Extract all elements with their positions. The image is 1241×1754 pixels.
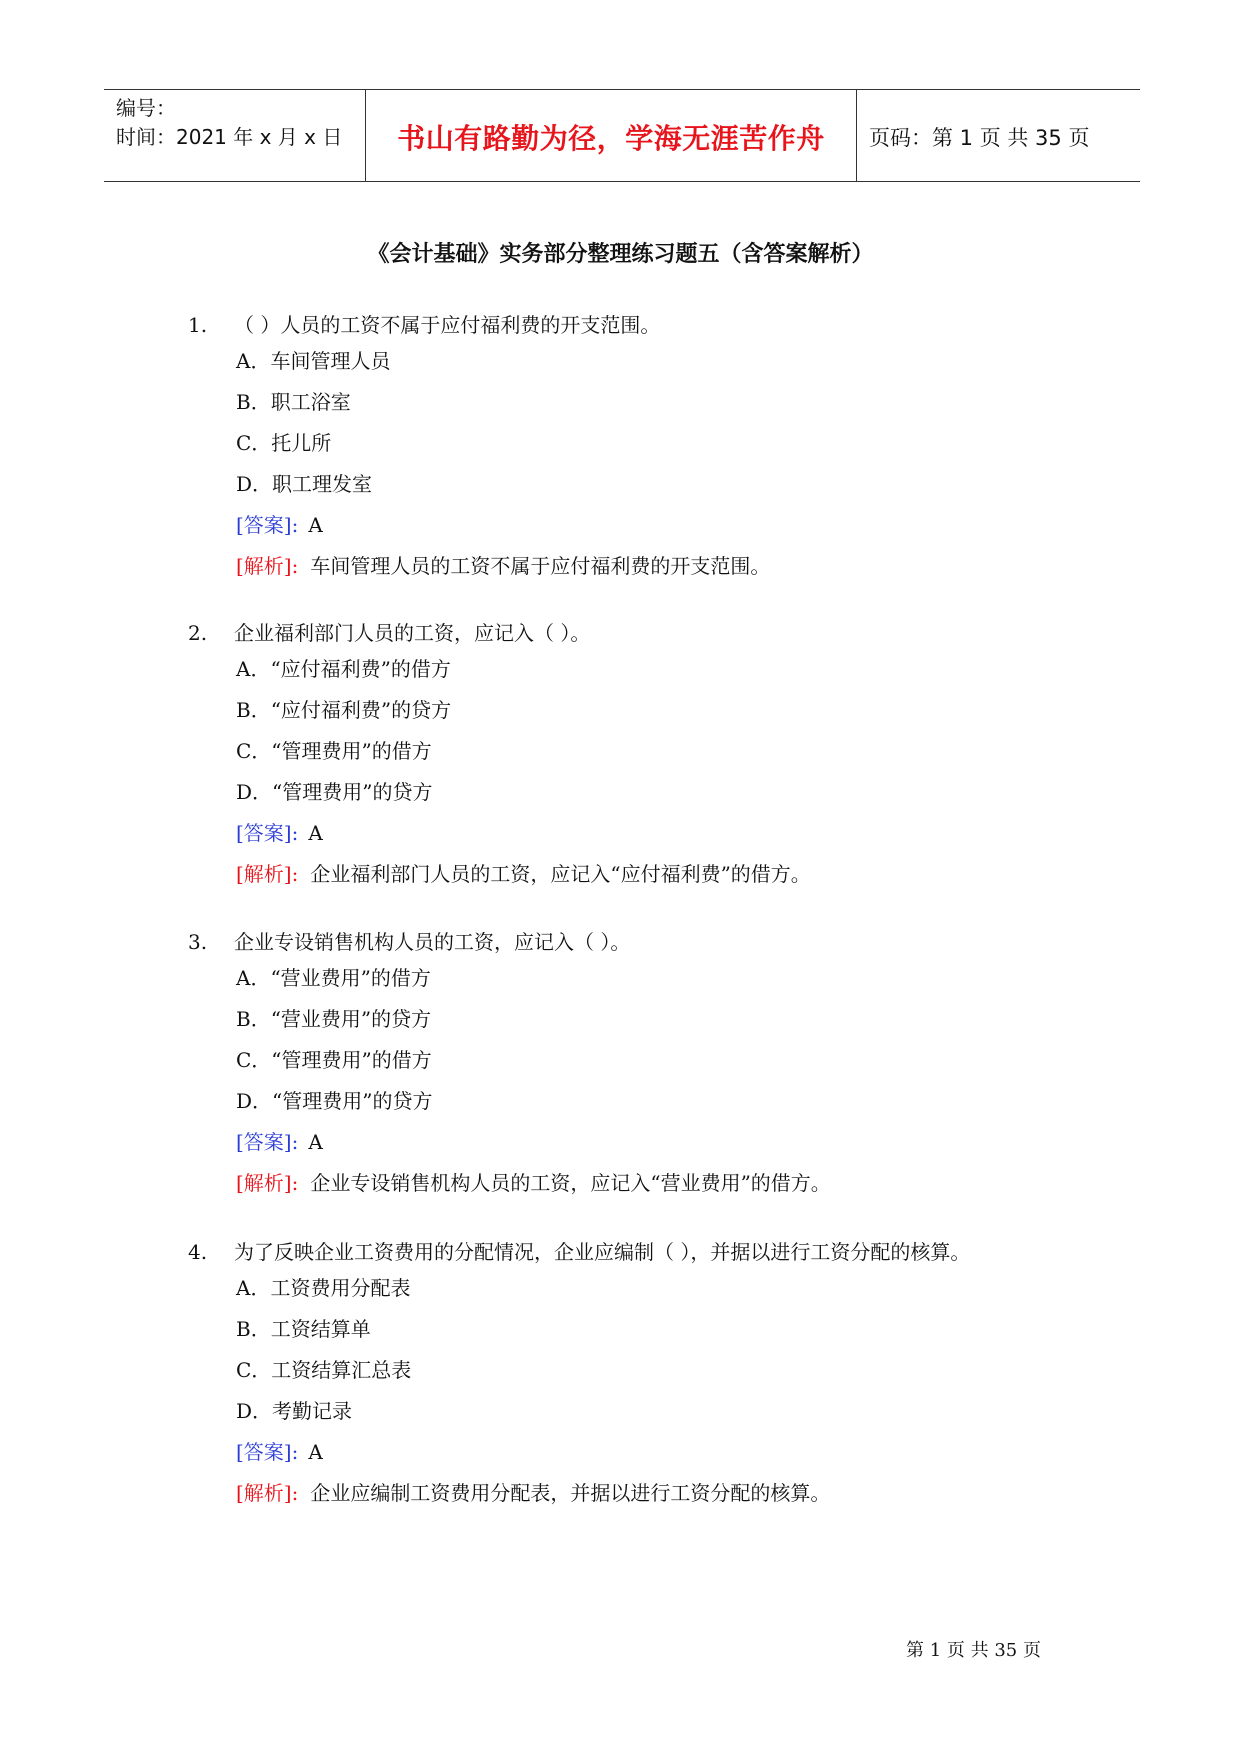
option-d: D．职工理发室 xyxy=(236,472,373,496)
explanation-label: [解析]: xyxy=(236,1171,299,1195)
answer-line xyxy=(236,1122,1068,1163)
header-motto-cell xyxy=(366,90,857,181)
explanation-text: 企业应编制工资费用分配表，并据以进行工资分配的核算。 xyxy=(310,1481,831,1505)
explanation-line xyxy=(236,546,1068,587)
answer-line xyxy=(236,1432,1068,1473)
document-title: 《会计基础》实务部分整理练习题五（含答案解析） xyxy=(367,242,874,267)
answer-label: [答案]: xyxy=(236,1130,299,1154)
option-a: A．车间管理人员 xyxy=(236,349,391,373)
question-number: 4. xyxy=(188,1240,208,1264)
answer-label: [答案]: xyxy=(236,1440,299,1464)
option-b: B．工资结算单 xyxy=(236,1317,371,1341)
question-text: 为了反映企业工资费用的分配情况，企业应编制（ ），并据以进行工资分配的核算。 xyxy=(234,1240,971,1264)
option-b: B．职工浴室 xyxy=(236,390,351,414)
motto-text: 书山有路勤为径，学海无涯苦作舟 xyxy=(397,121,825,155)
explanation-line xyxy=(236,1163,1068,1204)
date-label: 时间：2021 年 x 月 x 日 xyxy=(116,125,343,149)
answer-value: A xyxy=(308,513,323,537)
option-a: A．“营业费用”的借方 xyxy=(236,966,431,990)
header-meta-cell xyxy=(104,90,366,181)
question-2 xyxy=(188,617,1068,895)
option-c: C．工资结算汇总表 xyxy=(236,1358,412,1382)
answer-label: [答案]: xyxy=(236,513,299,537)
answer-value: A xyxy=(308,1130,323,1154)
question-text: 企业专设销售机构人员的工资，应记入（ ）。 xyxy=(234,930,631,954)
explanation-line xyxy=(236,1473,1068,1514)
question-3 xyxy=(188,926,1068,1204)
option-b: B．“营业费用”的贷方 xyxy=(236,1007,432,1031)
option-a: A．“应付福利费”的借方 xyxy=(236,657,451,681)
question-text: 企业福利部门人员的工资，应记入（ ）。 xyxy=(234,621,591,645)
header-page-cell xyxy=(857,90,1140,181)
question-number: 1. xyxy=(188,313,208,337)
explanation-label: [解析]: xyxy=(236,862,299,886)
header-page-info: 页码：第 1 页 共 35 页 xyxy=(869,125,1090,150)
question-number: 3. xyxy=(188,930,208,954)
option-d: D．“管理费用”的贷方 xyxy=(236,780,433,804)
answer-value: A xyxy=(308,1440,323,1464)
explanation-text: 企业专设销售机构人员的工资，应记入“营业费用”的借方。 xyxy=(310,1171,831,1195)
question-4 xyxy=(188,1236,1068,1514)
option-d: D．“管理费用”的贷方 xyxy=(236,1089,433,1113)
option-d: D．考勤记录 xyxy=(236,1399,353,1423)
explanation-line xyxy=(236,854,1068,895)
answer-line xyxy=(236,505,1068,546)
explanation-label: [解析]: xyxy=(236,554,299,578)
explanation-text: 企业福利部门人员的工资，应记入“应付福利费”的借方。 xyxy=(310,862,811,886)
option-a: A．工资费用分配表 xyxy=(236,1276,411,1300)
question-text: （ ）人员的工资不属于应付福利费的开支范围。 xyxy=(234,313,661,337)
explanation-label: [解析]: xyxy=(236,1481,299,1505)
explanation-text: 车间管理人员的工资不属于应付福利费的开支范围。 xyxy=(310,554,771,578)
question-stem xyxy=(188,926,1068,958)
option-c: C．“管理费用”的借方 xyxy=(236,1048,432,1072)
document-header xyxy=(104,89,1140,182)
question-number: 2. xyxy=(188,621,208,645)
option-c: C．托儿所 xyxy=(236,431,332,455)
answer-label: [答案]: xyxy=(236,821,299,845)
answer-line xyxy=(236,813,1068,854)
serial-number-label: 编号： xyxy=(116,96,176,120)
question-stem xyxy=(188,1236,1068,1268)
option-c: C．“管理费用”的借方 xyxy=(236,739,432,763)
footer-page-number: 第 1 页 共 35 页 xyxy=(906,1640,1041,1661)
question-stem xyxy=(188,309,1068,341)
question-stem xyxy=(188,617,1068,649)
question-1 xyxy=(188,309,1068,587)
answer-value: A xyxy=(308,821,323,845)
option-b: B．“应付福利费”的贷方 xyxy=(236,698,452,722)
